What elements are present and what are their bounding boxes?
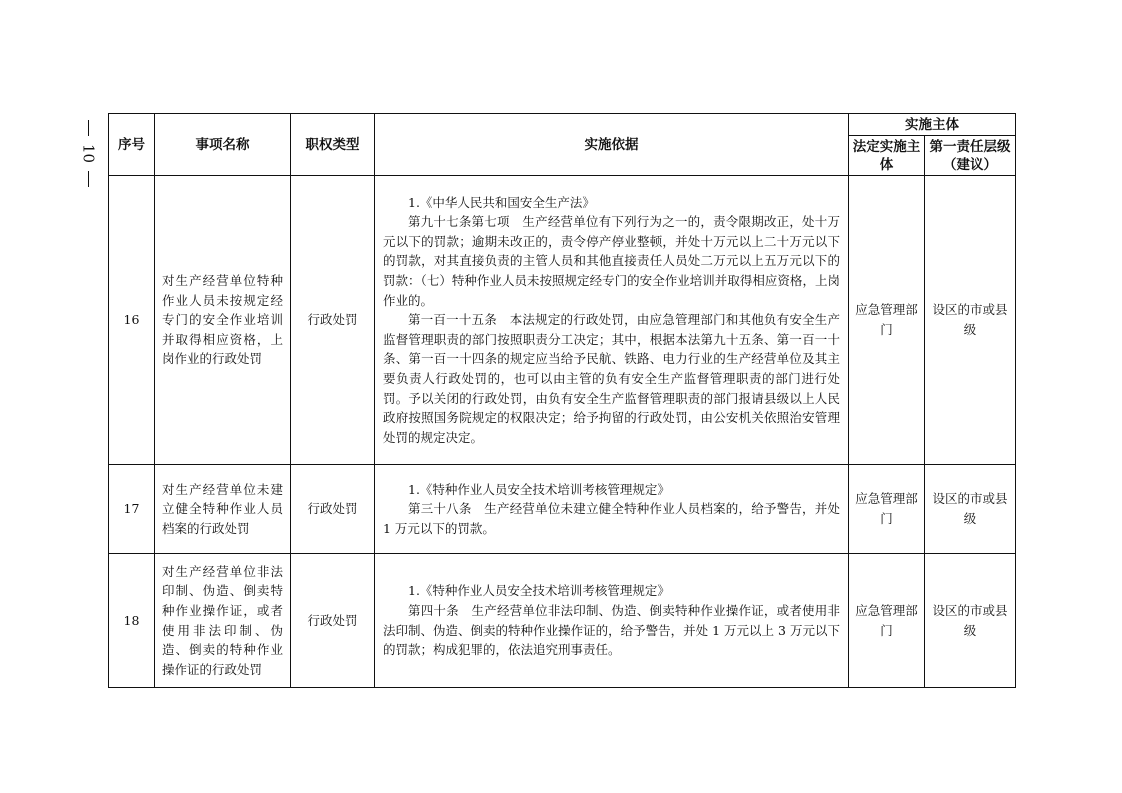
row-basis bbox=[375, 176, 849, 465]
row-power-type: 行政处罚 bbox=[291, 465, 375, 554]
row-item-name: 对生产经营单位特种作业人员未按规定经专门的安全作业培训并取得相应资格，上岗作业的行政处罚 bbox=[155, 176, 291, 465]
page-number-dash-top bbox=[88, 120, 89, 136]
basis-paragraph: 第三十八条 生产经营单位未建立健全特种作业人员档案的，给予警告，并处 1 万元以下的罚款。 bbox=[383, 501, 840, 536]
row-item-name: 对生产经营单位未建立健全特种作业人员档案的行政处罚 bbox=[155, 465, 291, 554]
basis-paragraph: 1.《特种作业人员安全技术培训考核管理规定》 bbox=[408, 583, 670, 599]
row-legal-subject: 应急管理部门 bbox=[849, 176, 925, 465]
row-item-name: 对生产经营单位非法印制、伪造、倒卖特种作业操作证，或者使用非法印制、伪造、倒卖的特种作业操作证的行政处罚 bbox=[155, 554, 291, 688]
row-seq: 18 bbox=[109, 554, 155, 688]
row-responsibility-level: 设区的市或县级 bbox=[925, 465, 1016, 554]
row-responsibility-level: 设区的市或县级 bbox=[925, 554, 1016, 688]
row-seq: 17 bbox=[109, 465, 155, 554]
row-responsibility-level: 设区的市或县级 bbox=[925, 176, 1016, 465]
row-basis bbox=[375, 554, 849, 688]
header-power-type: 职权类型 bbox=[291, 114, 375, 176]
table-row bbox=[109, 465, 1016, 554]
row-seq: 16 bbox=[109, 176, 155, 465]
header-item-name: 事项名称 bbox=[155, 114, 291, 176]
header-subject-group: 实施主体 bbox=[849, 114, 1016, 136]
row-power-type: 行政处罚 bbox=[291, 554, 375, 688]
table-row bbox=[109, 554, 1016, 688]
page-number-dash-bottom bbox=[88, 171, 89, 187]
row-power-type: 行政处罚 bbox=[291, 176, 375, 465]
basis-paragraph: 第九十七条第七项 生产经营单位有下列行为之一的，责令限期改正，处十万元以下的罚款；逾期未改正的，责令停产停业整顿，并处十万元以上二十万元以下的罚款，对其直接负责的主管人员和其他直接责任人员处二万元以上五万元以下的罚款：（七）特种作业人员未按照规定经专门的安全作业培训并取得相应资格，上岗作业的。 bbox=[383, 214, 840, 308]
row-legal-subject: 应急管理部门 bbox=[849, 465, 925, 554]
basis-paragraph: 1.《特种作业人员安全技术培训考核管理规定》 bbox=[408, 481, 670, 497]
page-number-value: 10 bbox=[79, 144, 98, 164]
table-row bbox=[109, 176, 1016, 465]
row-legal-subject: 应急管理部门 bbox=[849, 554, 925, 688]
header-responsibility-level: 第一责任层级（建议） bbox=[925, 136, 1016, 176]
basis-paragraph: 第一百一十五条 本法规定的行政处罚，由应急管理部门和其他负有安全生产监督管理职责的部门按照职责分工决定；其中，根据本法第九十五条、第一百一十条、第一百一十四条的规定应当给予民航、铁路、电力行业的生产经营单位及其主要负责人行政处罚的，也可以由主管的负有安全生产监督管理职责的部门进行处罚。予以关闭的行政处罚，由负有安全生产监督管理职责的部门报请县级以上人民政府按照国务院规定的权限决定；给予拘留的行政处罚，由公安机关依照治安管理处罚的规定决定。 bbox=[383, 312, 840, 445]
header-seq: 序号 bbox=[109, 114, 155, 176]
enforcement-items-table bbox=[108, 113, 1016, 688]
row-basis bbox=[375, 465, 849, 554]
basis-paragraph: 第四十条 生产经营单位非法印制、伪造、倒卖特种作业操作证，或者使用非法印制、伪造、倒卖的特种作业操作证的，给予警告，并处 1 万元以上 3 万元以下的罚款；构成犯罪的，依法追究刑事责任。 bbox=[383, 602, 840, 658]
header-basis: 实施依据 bbox=[375, 114, 849, 176]
header-legal-subject: 法定实施主体 bbox=[849, 136, 925, 176]
page-number bbox=[78, 118, 98, 208]
basis-paragraph: 1.《中华人民共和国安全生产法》 bbox=[408, 194, 595, 210]
